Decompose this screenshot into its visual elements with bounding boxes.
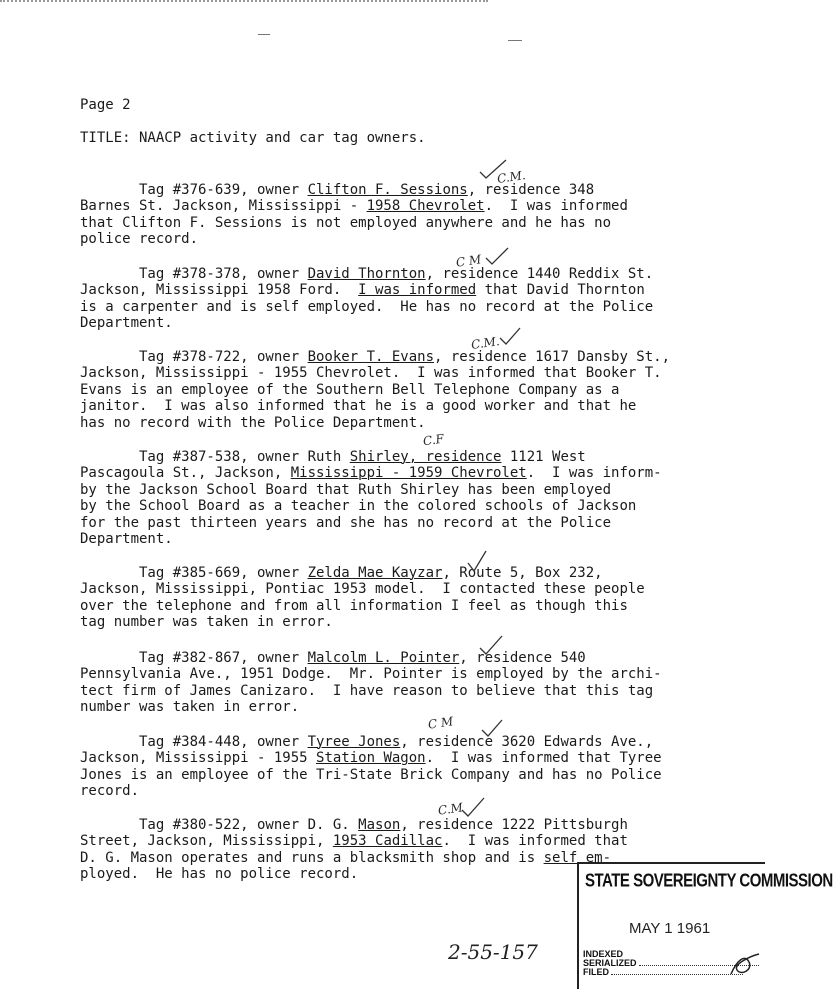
page-number: Page 2 xyxy=(80,97,131,113)
line-text: Pennsylvania Ave., 1951 Dodge. Mr. Pointer is employed by the archi- xyxy=(80,666,662,683)
underlined-text: Tyree Jones xyxy=(307,734,401,750)
line-text: Tag #378-722, owner xyxy=(80,349,308,365)
handwritten-initials: C.M xyxy=(437,800,464,818)
line-text: that Clifton F. Sessions is not employed anywhere and he has no xyxy=(80,214,612,231)
paragraph-line xyxy=(80,415,720,431)
paragraph-line xyxy=(80,565,720,581)
line-text: over the telephone and from all information I feel as though this xyxy=(80,597,628,614)
paragraph-line xyxy=(80,598,720,614)
underlined-text: Booker T. Evans xyxy=(307,349,435,365)
tag-entry-paragraph xyxy=(80,734,720,800)
underlined-text: Mississippi - 1959 Chevrolet xyxy=(290,465,527,482)
handwritten-initials: C M xyxy=(455,252,483,270)
line-text: Department. xyxy=(80,531,173,548)
line-text: that David Thornton xyxy=(476,282,645,299)
line-text: Tag #387-538, owner Ruth xyxy=(80,449,350,465)
paragraph-line xyxy=(80,465,720,481)
line-text: Tag #385-669, owner xyxy=(80,565,308,581)
paragraph-line xyxy=(80,666,720,682)
underlined-text: self em- xyxy=(543,849,612,866)
line-text: by the Jackson School Board that Ruth Shirley has been employed xyxy=(80,481,612,498)
line-text: , residence 1617 Dansby St., xyxy=(434,349,671,365)
line-text: . I was informed xyxy=(484,198,628,215)
handwritten-check-mark xyxy=(466,549,488,573)
line-text: Tag #380-522, owner D. G. xyxy=(80,817,359,833)
stamp-serialized: SERIALIZED xyxy=(583,959,759,968)
handwritten-initials: C.M. xyxy=(470,334,501,352)
underlined-text: Clifton F. Sessions xyxy=(307,182,468,198)
underlined-text: Zelda Mae Kayzar xyxy=(307,565,443,581)
line-text: Jackson, Mississippi - 1955 Chevrolet. I was informed that Booker T. xyxy=(80,365,662,382)
line-text: , residence 1222 Pittsburgh xyxy=(400,817,628,833)
underlined-text: Shirley, residence xyxy=(349,449,502,465)
underlined-text: Station Wagon xyxy=(316,750,426,767)
commission-stamp xyxy=(577,862,833,989)
paragraph-line xyxy=(80,398,720,414)
handwritten-check-mark xyxy=(480,718,504,738)
stamp-title: STATE SOVEREIGNTY COMMISSION xyxy=(585,870,833,892)
paragraph-line xyxy=(80,833,720,849)
handwritten-check-mark xyxy=(460,796,486,818)
line-text: by the School Board as a teacher in the colored schools of Jackson xyxy=(80,498,637,515)
line-text: Barnes St. Jackson, Mississippi - xyxy=(80,198,367,215)
paragraph-line xyxy=(80,531,720,547)
paragraph-line xyxy=(80,282,720,298)
line-text: Tag #378-378, owner xyxy=(80,266,308,282)
document-title: TITLE: NAACP activity and car tag owners. xyxy=(80,130,426,146)
line-text: Jones is an employee of the Tri-State Brick Company and has no Police xyxy=(80,766,662,783)
tag-entry-paragraph xyxy=(80,182,720,248)
line-text: Tag #382-867, owner xyxy=(80,650,308,666)
line-text: tect firm of James Canizaro. I have reason to believe that this tag xyxy=(80,682,654,699)
paragraph-line xyxy=(80,498,720,514)
handwritten-check-mark xyxy=(478,158,508,180)
paragraph-line xyxy=(80,382,720,398)
tag-entry-paragraph xyxy=(80,565,720,631)
paragraph-line xyxy=(80,299,720,315)
paragraph-line xyxy=(80,349,720,365)
stamp-indexed: INDEXED xyxy=(583,949,624,959)
tag-entry-paragraph xyxy=(80,266,720,332)
line-text: D. G. Mason operates and runs a blacksmith shop and is xyxy=(80,849,544,866)
tag-entry-paragraph xyxy=(80,449,720,547)
paragraph-line xyxy=(80,515,720,531)
line-text: Tag #384-448, owner xyxy=(80,734,308,750)
underlined-text: Malcolm L. Pointer xyxy=(307,650,460,666)
stamp-filed: FILED xyxy=(583,968,759,977)
underlined-text: I was informed xyxy=(358,282,477,299)
line-text: Evans is an employee of the Southern Bell Telephone Company as a xyxy=(80,381,620,398)
line-text: number was taken in error. xyxy=(80,699,300,716)
paragraph-line xyxy=(80,817,720,833)
handwritten-check-mark xyxy=(484,246,510,266)
paragraph-line xyxy=(80,734,720,750)
line-text: , residence 348 xyxy=(467,182,595,198)
line-text: police record. xyxy=(80,231,199,248)
paragraph-line xyxy=(80,449,720,465)
line-text: . I was informed that Tyree xyxy=(425,750,662,767)
line-text: Jackson, Mississippi - 1955 xyxy=(80,750,317,767)
line-text: Pascagoula St., Jackson, xyxy=(80,465,291,482)
paragraph-line xyxy=(80,750,720,766)
handwritten-check-mark xyxy=(498,326,522,346)
paragraph-line xyxy=(80,198,720,214)
line-text: for the past thirteen years and she has no record at the Police xyxy=(80,514,612,531)
underlined-text: David Thornton xyxy=(307,266,426,282)
line-text: ployed. He has no police record. xyxy=(80,866,359,883)
paragraph-line xyxy=(80,767,720,783)
line-text: janitor. I was also informed that he is a good worker and that he xyxy=(80,398,637,415)
handwritten-check-mark xyxy=(478,634,504,656)
line-text: . I was informed that xyxy=(442,833,628,850)
line-text: Tag #376-639, owner xyxy=(80,182,308,198)
line-text: has no record with the Police Department. xyxy=(80,414,426,431)
line-text: record. xyxy=(80,783,140,800)
underlined-text: 1953 Cadillac xyxy=(332,833,443,850)
line-text: . I was inform- xyxy=(526,465,662,482)
handwritten-initials: C.F xyxy=(422,431,445,449)
paragraph-line xyxy=(80,683,720,699)
paragraph-line xyxy=(80,650,720,666)
handwritten-file-number: 2-55-157 xyxy=(448,940,538,964)
line-text: , residence 540 xyxy=(459,650,586,666)
handwritten-initials: C M xyxy=(427,714,455,732)
line-text: 1121 West xyxy=(501,449,586,465)
line-text: , Route 5, Box 232, xyxy=(442,565,603,581)
handwritten-initials: C.M. xyxy=(496,168,527,186)
scan-mark xyxy=(508,40,522,41)
top-dotted-border xyxy=(0,0,488,2)
line-text: , residence 1440 Reddix St. xyxy=(425,266,654,282)
paragraph-line xyxy=(80,614,720,630)
paragraph-line xyxy=(80,315,720,331)
paragraph-line xyxy=(80,699,720,715)
paragraph-line xyxy=(80,215,720,231)
scan-mark xyxy=(258,34,270,35)
underlined-text: 1958 Chevrolet xyxy=(366,198,485,215)
line-text: Jackson, Mississippi 1958 Ford. xyxy=(80,282,359,299)
paragraph-line xyxy=(80,231,720,247)
line-text: Jackson, Mississippi, Pontiac 1953 model. I contacted these people xyxy=(80,581,645,598)
paragraph-line xyxy=(80,783,720,799)
paragraph-line xyxy=(80,581,720,597)
line-text: , residence 3620 Edwards Ave., xyxy=(400,734,654,750)
underlined-text: Mason xyxy=(358,817,401,833)
line-text: is a carpenter and is self employed. He has no record at the Police xyxy=(80,298,654,315)
tag-entry-paragraph xyxy=(80,349,720,431)
paragraph-line xyxy=(80,482,720,498)
line-text: Department. xyxy=(80,315,173,332)
line-text: tag number was taken in error. xyxy=(80,614,333,631)
paragraph-line xyxy=(80,365,720,381)
stamp-date: MAY 1 1961 xyxy=(629,920,711,937)
line-text: Street, Jackson, Mississippi, xyxy=(80,833,333,850)
paragraph-line xyxy=(80,266,720,282)
stamp-initials-signature xyxy=(727,950,763,980)
paragraph-line xyxy=(80,182,720,198)
tag-entry-paragraph xyxy=(80,650,720,716)
